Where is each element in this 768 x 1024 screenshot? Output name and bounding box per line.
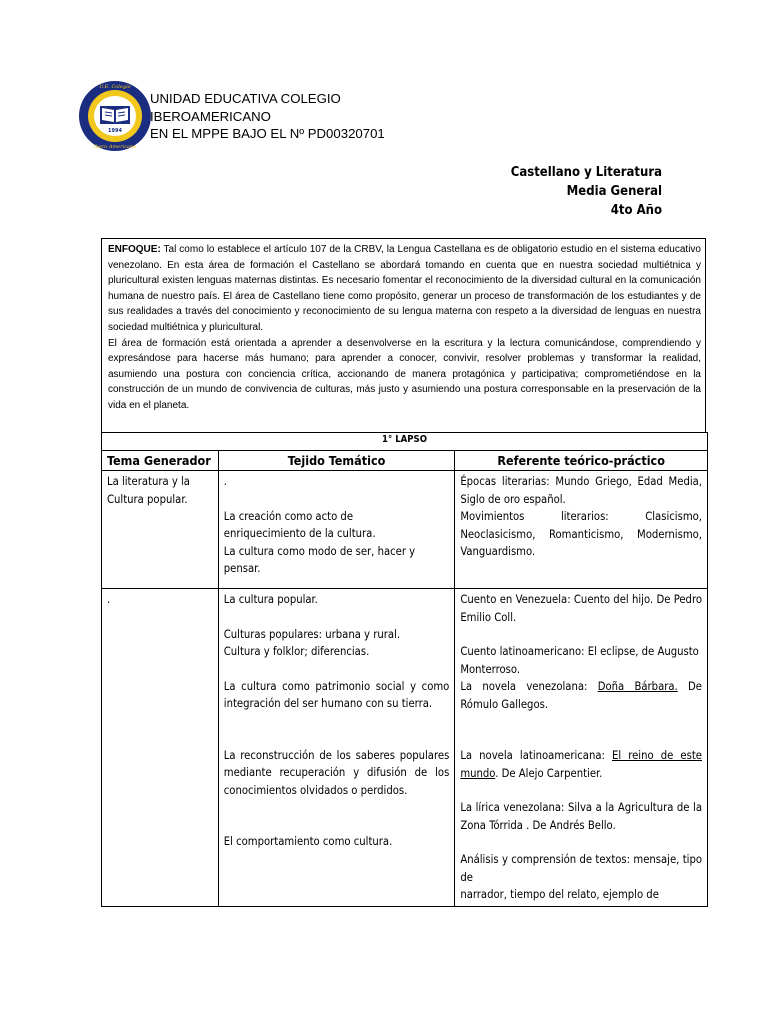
header-tejido-tematico: Tejido Temático xyxy=(218,451,455,471)
school-name-line1: UNIDAD EDUCATIVA COLEGIO xyxy=(150,91,341,106)
referente-fragment: . De Alejo Carpentier. xyxy=(495,766,603,780)
referente-text: narrador, tiempo del relato, ejemplo de xyxy=(460,888,659,901)
tejido-text: La cultura popular. xyxy=(223,593,318,606)
school-logo xyxy=(78,80,152,152)
referente-text: Cuento en Venezuela: Cuento del hijo. De Pedro Emilio Coll. xyxy=(460,593,702,624)
book-title: Doña Bárbara. xyxy=(597,680,678,693)
tema-dot: . xyxy=(107,593,111,606)
lapso-title: 1° LAPSO xyxy=(102,433,708,451)
referente-cell xyxy=(455,471,708,589)
referente-text: La lírica venezolana: Silva a la Agricultura de la Zona Tórrida . De Andrés Bello. xyxy=(460,801,702,832)
tejido-text: La reconstrucción de los saberes populares mediante recuperación y difusión de los conocimientos olvidados o perdidos. xyxy=(223,748,450,797)
school-registration: EN EL MPPE BAJO EL Nº PD00320701 xyxy=(150,126,385,141)
tejido-line: La cultura como modo de ser, hacer y xyxy=(223,544,416,558)
referente-text: Análisis y comprensión de textos: mensaje, tipo de xyxy=(460,853,702,884)
table-row xyxy=(102,471,708,589)
referente-fragment: La novela latinoamericana: xyxy=(460,749,612,762)
plan-table xyxy=(101,432,708,907)
tejido-cell xyxy=(218,589,455,907)
referente-cell xyxy=(455,589,708,907)
enfoque-text-1: Tal como lo establece el artículo 107 de la CRBV, la Lengua Castellana es de obligatorio estudio en el sistema educativo venezolano. En esta área de formación el Castellano se abordará tomando en cuenta que en nuestra sociedad multiétnica y pluricultural existen lenguas maternas distintas. Es necesario fomentar el reconocimiento de la diversidad cultural en la comunicación humana de nuestro país. El área de Castellano tiene como propósito, generar un proceso de transformación de los estudiantes y de sus realidades a través del conocimiento y reconocimiento de su lengua materna con respeto a la diversidad de lenguas en nuestra sociedad multiétnica y pluricultural. xyxy=(108,244,701,333)
referente-fragment: De Rómulo Gallegos. xyxy=(460,680,702,711)
tejido-text: La cultura como patrimonio social y como integración del ser humano con su tierra. xyxy=(223,679,450,710)
book-title: El reino de este mundo xyxy=(460,749,702,780)
enfoque-label: ENFOQUE: xyxy=(108,244,161,255)
table-header-row xyxy=(102,451,708,471)
course-subject: Castellano y Literatura xyxy=(510,165,662,180)
tema-cell xyxy=(102,589,219,907)
svg-text:1994: 1994 xyxy=(108,128,122,134)
tejido-line: enriquecimiento de la cultura. xyxy=(223,527,376,540)
course-level: Media General xyxy=(566,184,662,199)
lapso-row xyxy=(102,433,708,451)
tejido-dot: . xyxy=(223,475,227,488)
tejido-text: Culturas populares: urbana y rural. xyxy=(223,627,401,641)
referente-text: Movimientos literarios: Clasicismo, Neoclasicismo, Romanticismo, Modernismo, Vanguardismo. xyxy=(460,510,702,558)
course-info xyxy=(511,163,662,220)
tejido-line: pensar. xyxy=(223,562,261,575)
course-year: 4to Año xyxy=(610,203,662,218)
tejido-cell xyxy=(218,471,455,589)
referente-text: Cuento latinoamericano: El eclipse, de Augusto xyxy=(460,645,699,658)
enfoque-paragraph-2: El área de formación está orientada a aprender a desenvolverse en la escritura y la lectura comunicándose, comprendiendo y expresándose para hacerse más humano; para aprender a conocer, convivir, resolver problemas y transformar la realidad, asumiendo una postura con conciencia crítica, accionando de manera protagónica y participativa; comprometiéndose en la construcción de un mundo de convivencia de culturas, más justo y asumiendo una postura corresponsable en la preservación de la vida en el planeta. xyxy=(108,337,701,411)
enfoque-paragraph-1 xyxy=(108,242,701,336)
tema-cell xyxy=(102,471,219,589)
referente-text xyxy=(460,678,702,713)
referente-fragment: La novela venezolana: xyxy=(460,680,598,693)
enfoque-box xyxy=(101,238,706,432)
svg-text:Ibero Americano: Ibero Americano xyxy=(93,144,137,150)
school-name-block xyxy=(150,90,385,143)
header-referente: Referente teórico-práctico xyxy=(455,451,708,471)
tejido-text: Cultura y folklor; diferencias. xyxy=(223,645,370,658)
tejido-line: La creación como acto de xyxy=(223,509,354,523)
header-tema-generador: Tema Generador xyxy=(102,451,219,471)
tema-line: Cultura popular. xyxy=(107,492,188,506)
tema-line: La literatura y la xyxy=(107,475,190,488)
svg-text:U.E. Colegio: U.E. Colegio xyxy=(99,84,131,90)
referente-text: Épocas literarias: Mundo Griego, Edad Media, Siglo de oro español. xyxy=(460,475,702,506)
table-row xyxy=(102,589,708,907)
referente-text: Monterroso. xyxy=(460,662,521,676)
tejido-text: El comportamiento como cultura. xyxy=(223,835,393,848)
school-name-line2: IBEROAMERICANO xyxy=(150,108,271,124)
referente-text xyxy=(460,747,702,782)
